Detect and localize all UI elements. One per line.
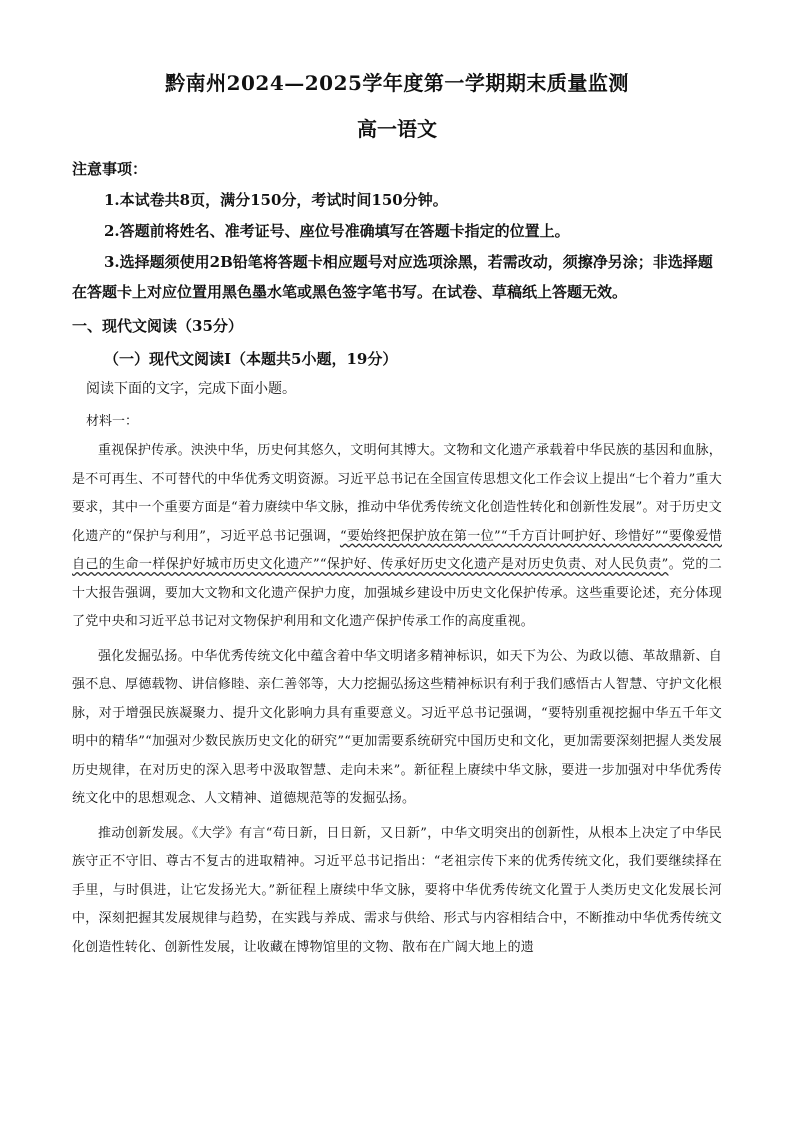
material-label: 材料一： xyxy=(86,414,139,429)
section-title: 一、现代文阅读（35分） xyxy=(72,317,243,335)
wavy-underlined-quote: “要始终把保护放在第一位”“千方百计呵护好、珍惜好”“要像爱惜自己的生命一样保护好城市历史文化遗产”“保护好、传承好历史文化遗产是对历史负责、对人民负责” xyxy=(72,528,722,572)
paragraph-excavation: 强化发掘弘扬。中华优秀传统文化中蕴含着中华文明诸多精神标识，如天下为公、为政以德、革故鼎新、自强不息、厚德载物、讲信修睦、亲仁善邻等，大力挖掘弘扬这些精神标识有利于我们感悟古人智慧、守护文化根脉，对于增强民族凝聚力、提升文化影响力具有重要意义。习近平总书记强调，“要特别重视挖掘中华五千年文明中的精华”“加强对少数民族历史文化的研究”“更加需要系统研究中国历史和文化，更加需要深刻把握人类发展历史规律，在对历史的深入思考中汲取智慧、走向未来”。新征程上赓续中华文脉，要进一步加强对中华优秀传统文化中的思想观念、人文精神、道德规范等的发掘弘扬。 xyxy=(72,648,722,806)
paragraph-innovation: 推动创新发展。《大学》有言“苟日新，日日新，又日新”，中华文明突出的创新性，从根本上决定了中华民族守正不守旧、尊古不复古的进取精神。习近平总书记指出：“老祖宗传下来的优秀传统文化，我们要继续择在手里，与时俱进，让它发扬光大。”新征程上赓续中华文脉，要将中华优秀传统文化置于人类历史文化发展长河中，深刻把握其发展规律与趋势，在实践与养成、需求与供给、形式与内容相结合中，不断推动中华优秀传统文化创造性转化、创新性发展，让收藏在博物馆里的文物、散布在广阔大地上的遗 xyxy=(72,825,722,955)
notice-heading: 注意事项： xyxy=(72,160,148,178)
reading-instruction: 阅读下面的文字，完成下面小题。 xyxy=(86,381,296,397)
exam-title: 黔南州2024—2025学年度第一学期期末质量监测 xyxy=(165,71,629,95)
subsection-title: （一）现代文阅读Ⅰ（本题共5小题，19分） xyxy=(104,350,398,368)
notice-item-3: 3.选择题须使用2B铅笔将答题卡相应题号对应选项涂黑，若需改动，须擦净另涂；非选择题在答题卡上对应位置用黑色墨水笔或黑色签字笔书写。在试卷、草稿纸上答题无效。 xyxy=(72,253,713,301)
notice-item-1: 1.本试卷共8页，满分150分，考试时间150分钟。 xyxy=(104,191,448,209)
exam-subject: 高一语文 xyxy=(357,117,437,141)
paragraph-protection xyxy=(72,437,722,637)
notice-item-2: 2.答题前将姓名、准考证号、座位号准确填写在答题卡指定的位置上。 xyxy=(104,222,570,240)
paragraph-protection-text-b: 。党的二十大报告强调，要加大文物和文化遗产保护力度，加强城乡建设中历史文化保护传承。这些重要论述，充分体现了党中央和习近平总书记对文物保护利用和文化遗产保护传承工作的高度重视。 xyxy=(72,557,722,629)
paragraph-protection-text-a: 重视保护传承。泱泱中华，历史何其悠久，文明何其博大。文物和文化遗产承载着中华民族的基因和血脉，是不可再生、不可替代的中华优秀文明资源。习近平总书记在全国宣传思想文化工作会议上提出“七个着力”重大要求，其中一个重要方面是“着力赓续中华文脉，推动中华优秀传统文化创造性转化和创新性发展”。对于历史文化遗产的“保护与利用”，习近平总书记强调， xyxy=(72,443,722,544)
